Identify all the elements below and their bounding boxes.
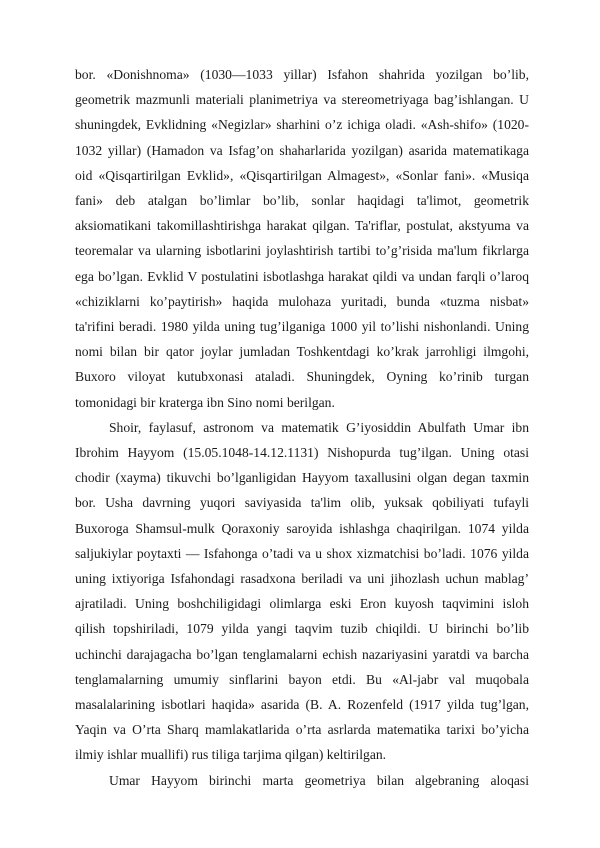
text-line: Umar Hayyom birinchi marta geometriya bilan algebraning aloqasi bbox=[109, 772, 529, 788]
text-line: Ibrohim Hayyom (15.05.1048-14.12.1131) Nishopurda tug’ilgan. Uning otasi bbox=[75, 445, 529, 461]
text-line: uning ixtiyoriga Isfahondagi rasadxona beriladi va uni jihozlash uchun mablag’ bbox=[75, 571, 529, 587]
text-line: chodir (xayma) tikuvchi bo’lganligidan Hayyom taxallusini olgan degan taxmin bbox=[75, 470, 529, 486]
text-line: tomonidagi bir kraterga ibn Sino nomi berilgan. bbox=[75, 394, 335, 410]
text-line: bor. Usha davrning yuqori saviyasida ta'lim olib, yuksak qobiliyati tufayli bbox=[75, 495, 529, 511]
text-line: masalalarining isbotlari haqida» asarida (B. A. Rozenfeld (1917 yilda tug’lgan, bbox=[75, 697, 529, 713]
text-line: oid «Qisqartirilgan Evklid», «Qisqartirilgan Almagest», «Sonlar fani». «Musiqa bbox=[75, 167, 529, 183]
paragraph-hayyom-biography bbox=[75, 415, 529, 768]
text-line: saljukiylar poytaxti — Isfahonga o’tadi va u shox xizmatchisi bo’ladi. 1076 yilda bbox=[75, 545, 529, 561]
text-line: «chiziklarni ko’paytirish» haqida mulohaza yuritadi, bunda «tuzma nisbat» bbox=[75, 293, 529, 309]
paragraph-hayyom-geometry bbox=[75, 768, 529, 793]
text-line: nomi bilan bir qator joylar jumladan Toshkentdagi ko’krak jarrohligi ilmgohi, bbox=[75, 344, 529, 360]
text-line: geometrik mazmunli materiali planimetriya va stereometriyaga bag’ishlangan. U bbox=[75, 92, 529, 108]
text-line: Yaqin va O’rta Sharq mamlakatlarida o’rta asrlarda matematika tarixi bo’yicha bbox=[75, 722, 529, 738]
text-line: ega bo’lgan. Evklid V postulatini isbotlashga harakat qildi va undan farqli o’laroq bbox=[75, 268, 529, 284]
body-text bbox=[75, 62, 529, 793]
text-line: ta'rifini beradi. 1980 yilda uning tug’ilganiga 1000 yil to’lishi nishonlandi. Uning bbox=[75, 319, 529, 335]
text-line: 1032 yillar) (Hamadon va Isfag’on shaharlarida yozilgan) asarida matematikaga bbox=[75, 142, 529, 158]
text-line: ajratiladi. Uning boshchiligidagi olimlarga eski Eron kuyosh taqvimini isloh bbox=[75, 596, 529, 612]
text-line: Shoir, faylasuf, astronom va matematik G’iyosiddin Abulfath Umar ibn bbox=[109, 419, 529, 435]
text-line: aksiomatikani takomillashtirishga harakat qilgan. Ta'riflar, postulat, akstyuma va bbox=[75, 218, 529, 234]
text-line: fani» deb atalgan bo’limlar bo’lib, sonlar haqidagi ta'limot, geometrik bbox=[75, 193, 529, 209]
text-line: Buxoroga Shamsul-mulk Qoraxoniy saroyida ishlashga chaqirilgan. 1074 yilda bbox=[75, 520, 529, 536]
paragraph-ibn-sino bbox=[75, 62, 529, 415]
text-line: bor. «Donishnoma» (1030—1033 yillar) Isfahon shahrida yozilgan bo’lib, bbox=[75, 67, 529, 82]
text-line: shuningdek, Evklidning «Negizlar» sharhini o’z ichiga oladi. «Ash-shifo» (1020- bbox=[75, 117, 529, 133]
text-line: Buxoro viloyat kutubxonasi ataladi. Shuningdek, Oyning ko’rinib turgan bbox=[75, 369, 529, 385]
text-line: uchinchi darajagacha bo’lgan tenglamalarni echish nazariyasini yaratdi va barcha bbox=[75, 646, 529, 662]
text-line: ilmiy ishlar muallifi) rus tiliga tarjima qilgan) keltirilgan. bbox=[75, 747, 387, 763]
text-line: teoremalar va ularning isbotlarini joylashtirish tartibi to’g’risida ma'lum fikrlarga bbox=[75, 243, 529, 259]
text-line: tenglamalarning umumiy sinflarini bayon etdi. Bu «Al-jabr val muqobala bbox=[75, 671, 529, 687]
text-line: qilish topshiriladi, 1079 yilda yangi taqvim tuzib chiqildi. U birinchi bo’lib bbox=[75, 621, 529, 637]
